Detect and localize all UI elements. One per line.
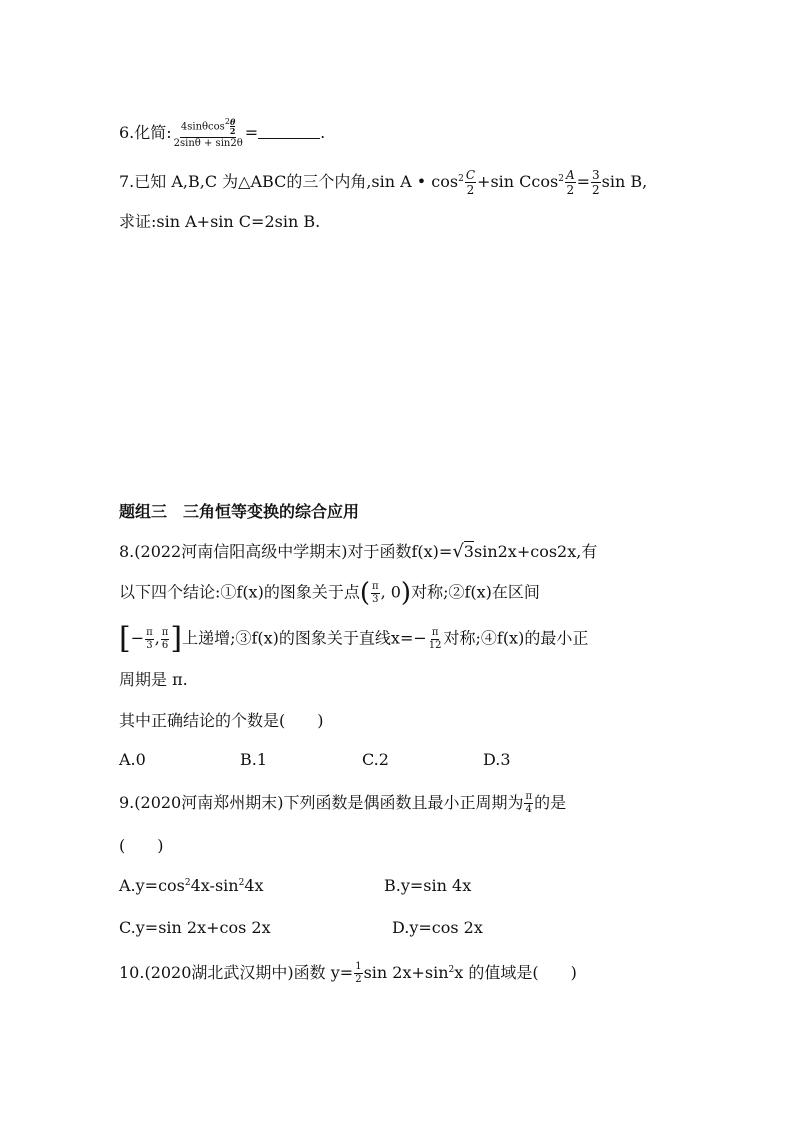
option-a[interactable]: A.0: [119, 750, 146, 769]
answer-blank[interactable]: [258, 137, 320, 139]
option-d[interactable]: D.3: [483, 750, 511, 769]
sqrt-symbol: √3: [452, 541, 474, 562]
question-9-line-2: ( ): [119, 836, 164, 855]
option-b[interactable]: B.1: [240, 750, 268, 769]
question-8: 8.(2022河南信阳高级中学期末)对于函数f(x)=√3sin2x+cos2x,有: [119, 541, 598, 562]
q6-label: 6.化简:: [119, 122, 172, 142]
option-d[interactable]: D.y=cos 2x: [392, 918, 483, 937]
question-8-line-4: 周期是 π.: [119, 670, 188, 689]
option-b[interactable]: B.y=sin 4x: [384, 876, 472, 895]
q6-fraction: 4sinθcos 2 θ 2 2sinθ + sin2θ: [173, 117, 243, 149]
question-8-line-5: 其中正确结论的个数是( ): [119, 711, 324, 730]
question-9: 9.(2020河南郑州期末)下列函数是偶函数且最小正周期为 $\frac{\pi}{4}$ 的是: [119, 791, 567, 815]
question-8-line-2: 以下四个结论:①f(x)的图象关于点( $\frac{\pi}{3}$ , 0)对称;②f(x)在区间: [119, 578, 540, 608]
question-8-line-3: [− $\frac{\pi}{3}$ , $\frac{\pi}{6}$ ]上递增;③f(x)的图象关于直线x=− $\frac{\pi}{12}$ 对称;④f(x)的最小正: [119, 621, 589, 656]
option-c[interactable]: C.2: [362, 750, 389, 769]
option-a[interactable]: $A.y=\cos^24x-\sin^24x$: [119, 876, 264, 895]
question-7-line-2: 求证:sin A+sin C=2sin B.: [119, 212, 321, 231]
question-7: 7.已知 A,B,C 为△ABC的三个内角,sin A • $\cos^2$ $\frac{C}{2}$ +sin Ccos$^2$ $\frac{A}{2}$ = $\frac{3}{2}$ sin B,: [119, 168, 648, 197]
question-6: 6.化简: 4sinθcos 2 θ 2 2sinθ + sin2θ = .: [119, 117, 326, 149]
question-10: 10.(2020湖北武汉期中)函数 y= $\frac{1}{2}$ $\sin 2x+\sin^2x$ 的值域是( ): [119, 961, 577, 985]
option-c[interactable]: C.y=sin 2x+cos 2x: [119, 918, 271, 937]
section-heading: 题组三 三角恒等变换的综合应用: [119, 502, 360, 521]
